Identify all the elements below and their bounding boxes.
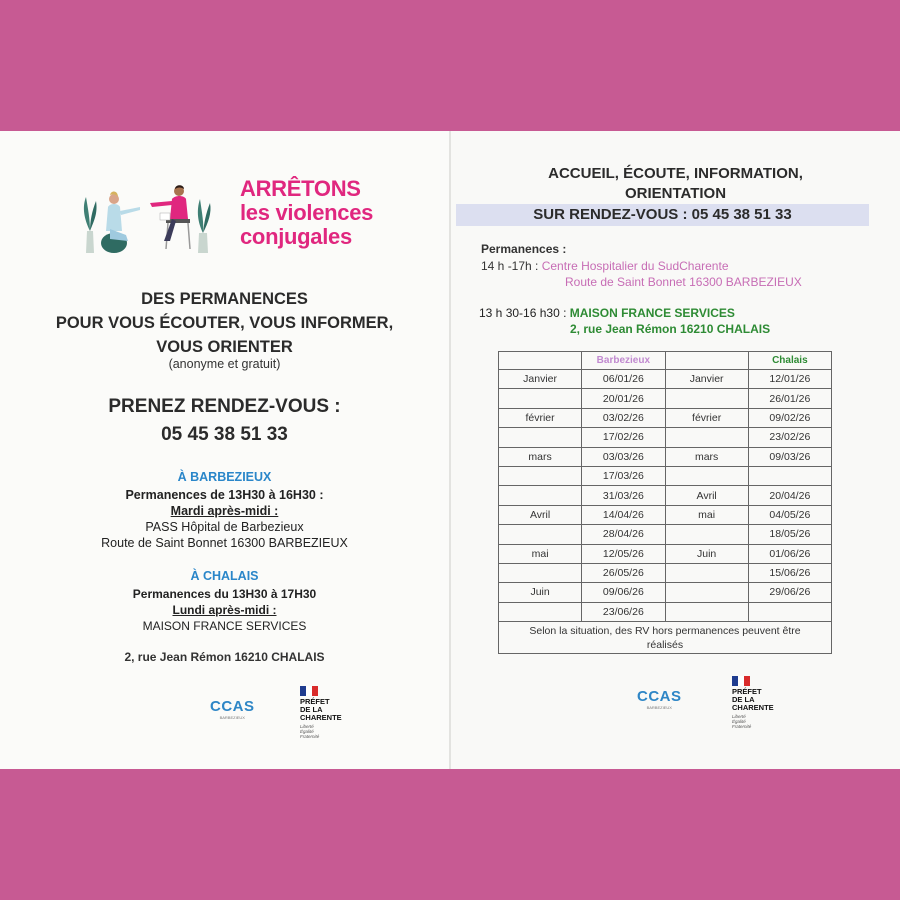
republic-motto [300, 724, 342, 739]
chalais-date-cell: 09/03/26 [748, 447, 831, 466]
barbezieux-hospital-address: Route de Saint Bonnet 16300 BARBEZIEUX [565, 275, 802, 289]
chalais-month-cell [665, 583, 748, 602]
right-flyer-page [451, 131, 900, 769]
lead-line: VOUS ORIENTER [156, 338, 293, 356]
motto-line: Fraternité [300, 734, 320, 739]
footnote-line: Selon la situation, des RV hors permanences peuvent être [529, 624, 801, 637]
ccas-logo-text: CCAS [637, 688, 682, 705]
schedule-header-barbezieux: Barbezieux [582, 352, 665, 370]
barbezieux-day: Mardi après-midi : [170, 504, 279, 518]
barbezieux-hospital: Centre Hospitalier du SudCharente [541, 259, 729, 273]
left-flyer-page [0, 131, 449, 769]
schedule-row [499, 525, 832, 544]
barbezieux-date-cell: 17/03/26 [582, 466, 665, 485]
ccas-logo-subtitle: BARBEZIEUX [646, 705, 672, 710]
prefet-line: PRÉFET [732, 687, 762, 696]
headline-line: les violences [240, 200, 374, 225]
barbezieux-month-cell [499, 428, 582, 447]
chalais-place: MAISON FRANCE SERVICES [142, 619, 307, 633]
chalais-address: 2, rue Jean Rémon 16210 CHALAIS [124, 650, 325, 664]
schedule-row [499, 389, 832, 408]
schedule-row [499, 466, 832, 485]
ccas-logo-text: CCAS [210, 698, 255, 715]
prefet-line: DE LA [732, 695, 755, 704]
chalais-hours: Permanences du 13H30 à 17H30 [132, 587, 317, 601]
schedule-row [499, 408, 832, 427]
schedule-row [499, 563, 832, 582]
barbezieux-month-cell: Avril [499, 505, 582, 524]
schedule-row [499, 486, 832, 505]
ccas-logo-subtitle: BARBEZIEUX [219, 715, 245, 720]
appointment-title: PRENEZ RENDEZ-VOUS : [108, 396, 341, 417]
barbezieux-month-cell [499, 602, 582, 621]
chalais-date-cell [748, 602, 831, 621]
barbezieux-time: 14 h -17h : [481, 259, 542, 273]
chalais-date-cell: 12/01/26 [748, 370, 831, 389]
prefet-logo [732, 676, 774, 729]
schedule-header-row [499, 352, 832, 370]
chalais-month-cell [665, 389, 748, 408]
barbezieux-hours: Permanences de 13H30 à 16H30 : [125, 488, 324, 502]
barbezieux-date-cell: 26/05/26 [582, 563, 665, 582]
chalais-date-cell: 04/05/26 [748, 505, 831, 524]
prefet-line: DE LA [300, 705, 323, 714]
french-flag-icon [300, 686, 318, 696]
chalais-month-cell [665, 466, 748, 485]
appointment-phone: 05 45 38 51 33 [161, 424, 288, 445]
barbezieux-details [0, 487, 449, 551]
motto-line: Égalité [732, 719, 746, 724]
schedule-row [499, 370, 832, 389]
chalais-date-cell: 29/06/26 [748, 583, 831, 602]
chalais-time: 13 h 30-16 h30 : [479, 306, 570, 320]
republic-motto [732, 714, 774, 729]
schedule-footer-row [499, 622, 832, 654]
consultation-illustration [80, 179, 220, 257]
chalais-date-cell: 15/06/26 [748, 563, 831, 582]
headline-line: ARRÊTONS [240, 176, 361, 201]
schedule-row [499, 602, 832, 621]
lead-text [0, 287, 449, 359]
schedule-header [499, 352, 582, 370]
lead-line: POUR VOUS ÉCOUTER, VOUS INFORMER, [55, 314, 394, 332]
schedule-row [499, 583, 832, 602]
headline-line: conjugales [240, 224, 352, 249]
barbezieux-date-cell: 06/01/26 [582, 370, 665, 389]
schedule-row [499, 447, 832, 466]
barbezieux-address: Route de Saint Bonnet 16300 BARBEZIEUX [101, 536, 348, 550]
chalais-day: Lundi après-midi : [172, 603, 277, 617]
chalais-month-cell: mai [665, 505, 748, 524]
chalais-month-cell [665, 563, 748, 582]
barbezieux-date-cell: 03/03/26 [582, 447, 665, 466]
motto-line: Liberté [732, 714, 746, 719]
appointment-band: SUR RENDEZ-VOUS : 05 45 38 51 33 [456, 204, 869, 226]
barbezieux-month-cell: mai [499, 544, 582, 563]
motto-line: Égalité [300, 729, 314, 734]
schedule-table [498, 351, 832, 654]
barbezieux-month-cell: Juin [499, 583, 582, 602]
schedule-footnote [499, 622, 832, 654]
french-flag-icon [732, 676, 750, 686]
barbezieux-heading: À BARBEZIEUX [177, 470, 272, 484]
ccas-logo [210, 698, 255, 720]
chalais-month-cell [665, 602, 748, 621]
chalais-month-cell [665, 428, 748, 447]
barbezieux-date-cell: 17/02/26 [582, 428, 665, 447]
chalais-date-cell: 09/02/26 [748, 408, 831, 427]
chalais-date-cell: 23/02/26 [748, 428, 831, 447]
footnote-line: réalisés [646, 638, 684, 651]
chalais-date-cell [748, 466, 831, 485]
schedule-header [665, 352, 748, 370]
chalais-month-cell: Avril [665, 486, 748, 505]
chalais-month-cell: Janvier [665, 370, 748, 389]
barbezieux-date-cell: 31/03/26 [582, 486, 665, 505]
ccas-logo [637, 688, 682, 710]
barbezieux-place: PASS Hôpital de Barbezieux [145, 520, 304, 534]
barbezieux-month-cell [499, 563, 582, 582]
prefet-line: CHARENTE [300, 713, 342, 722]
services-title-line: ACCUEIL, ÉCOUTE, INFORMATION, [548, 165, 803, 182]
schedule-row [499, 428, 832, 447]
barbezieux-date-cell: 28/04/26 [582, 525, 665, 544]
chalais-slot [479, 306, 735, 320]
campaign-headline [240, 177, 373, 249]
barbezieux-month-cell: Janvier [499, 370, 582, 389]
permanences-label: Permanences : [481, 242, 567, 256]
barbezieux-date-cell: 14/04/26 [582, 505, 665, 524]
motto-line: Liberté [300, 724, 314, 729]
prefet-logo [300, 686, 342, 739]
barbezieux-month-cell: mars [499, 447, 582, 466]
barbezieux-slot [481, 259, 729, 274]
chalais-month-cell: février [665, 408, 748, 427]
schedule-row [499, 544, 832, 563]
chalais-details [0, 586, 449, 634]
schedule-header-chalais: Chalais [748, 352, 831, 370]
barbezieux-month-cell [499, 466, 582, 485]
barbezieux-month-cell [499, 389, 582, 408]
chalais-heading: À CHALAIS [190, 569, 259, 583]
barbezieux-date-cell: 12/05/26 [582, 544, 665, 563]
chalais-date-cell: 01/06/26 [748, 544, 831, 563]
chalais-service-address: 2, rue Jean Rémon 16210 CHALAIS [570, 322, 771, 336]
barbezieux-month-cell: février [499, 408, 582, 427]
anonymous-note: (anonyme et gratuit) [168, 357, 281, 371]
barbezieux-date-cell: 09/06/26 [582, 583, 665, 602]
chalais-month-cell [665, 525, 748, 544]
barbezieux-date-cell: 03/02/26 [582, 408, 665, 427]
services-title-line: ORIENTATION [624, 185, 727, 202]
chalais-date-cell: 18/05/26 [748, 525, 831, 544]
barbezieux-date-cell: 20/01/26 [582, 389, 665, 408]
schedule-row [499, 505, 832, 524]
barbezieux-month-cell [499, 525, 582, 544]
prefet-line: PRÉFET [300, 697, 330, 706]
chalais-month-cell: Juin [665, 544, 748, 563]
motto-line: Fraternité [732, 724, 752, 729]
barbezieux-date-cell: 23/06/26 [582, 602, 665, 621]
chalais-date-cell: 20/04/26 [748, 486, 831, 505]
barbezieux-month-cell [499, 486, 582, 505]
chalais-service: MAISON FRANCE SERVICES [569, 306, 735, 320]
lead-line: DES PERMANENCES [141, 290, 308, 308]
services-title [451, 164, 900, 204]
appointment-block [0, 393, 449, 449]
chalais-month-cell: mars [665, 447, 748, 466]
prefet-line: CHARENTE [732, 703, 774, 712]
chalais-date-cell: 26/01/26 [748, 389, 831, 408]
